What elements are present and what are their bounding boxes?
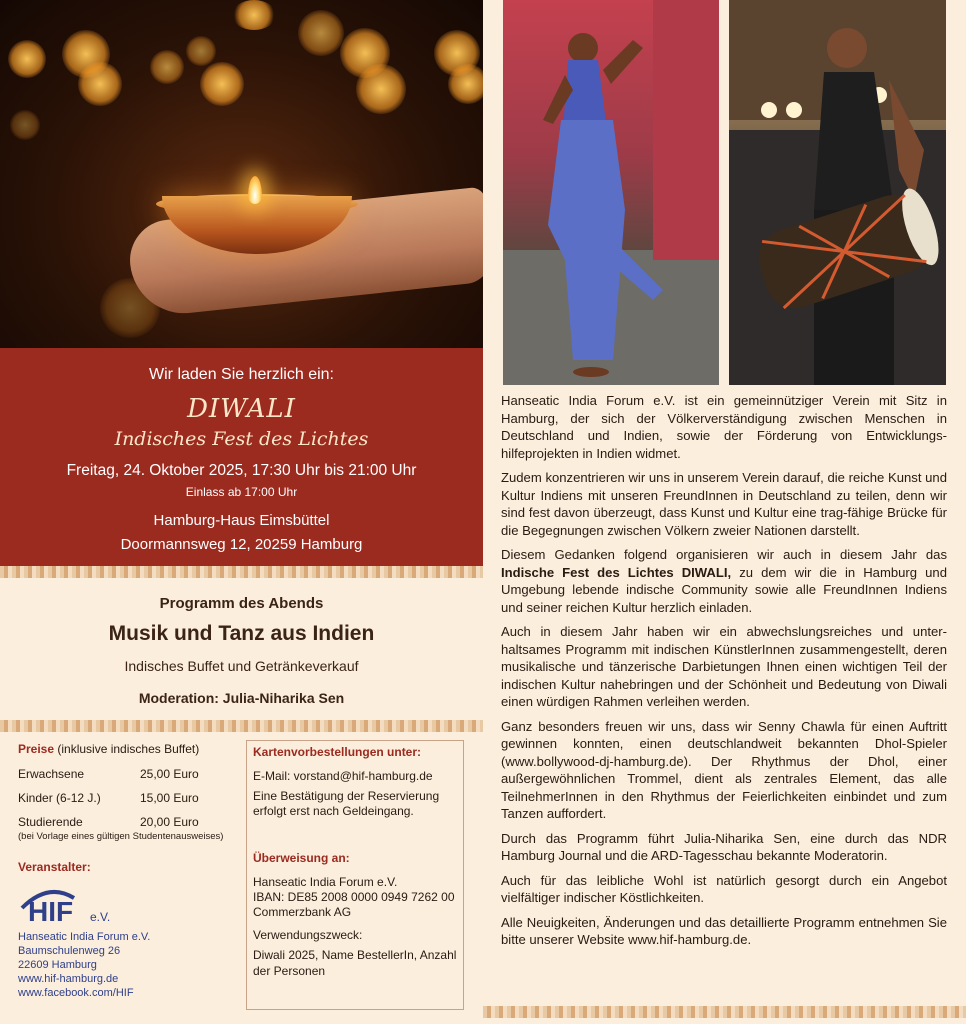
flame bbox=[248, 176, 262, 204]
organizer-facebook-link[interactable]: www.facebook.com/HIF bbox=[18, 987, 134, 999]
purpose-label: Verwendungszweck: bbox=[253, 928, 363, 942]
price-row: Erwachsene 25,00 Euro bbox=[18, 767, 199, 781]
booking-confirm: Eine Bestätigung der Reservierung erfolgt erst nach Geldeingang. bbox=[253, 789, 440, 818]
prices-box bbox=[18, 742, 238, 1000]
bank-details: Hanseatic India Forum e.V. IBAN: DE85 2008 0000 0949 7262 00 Commerzbank AG bbox=[253, 875, 455, 919]
invitation-band bbox=[0, 348, 483, 566]
event-date: Freitag, 24. Oktober 2025, 17:30 Uhr bis 21:00 Uhr bbox=[66, 462, 417, 479]
event-entry: Einlass ab 17:00 Uhr bbox=[185, 485, 298, 499]
paragraph-6: Durch das Programm führt Julia-Niharika Sen, eine durch das NDR Hamburg Journal und die ARD-Tagesschau bekannte Moderatorin. bbox=[501, 830, 947, 863]
purpose-value: Diwali 2025, Name BestellerIn, Anzahl der Personen bbox=[253, 948, 457, 978]
programme-moderation: Moderation: Julia-Niharika Sen bbox=[138, 690, 345, 706]
booking-box bbox=[246, 740, 464, 1010]
event-venue: Hamburg-Haus Eimsbüttel bbox=[153, 512, 330, 529]
paragraph-2: Zudem konzentrieren wir uns in unserem Verein darauf, die reiche Kunst und Kultur Indiens mit unseren FreundInnen in Deutschland zu teilen, denn wir sind fest davon überzeugt, dass Kunst und Kultur eine trag-fähige Brücke für die Begegnungen zwischen Völkern zweier Nationen darstellt. bbox=[501, 470, 947, 538]
dancer-photo bbox=[503, 0, 719, 385]
hif-logo bbox=[18, 882, 238, 930]
price-row: Studierende 20,00 Euro bbox=[18, 815, 199, 829]
organizer-address: Hanseatic India Forum e.V. Baumschulenweg 26 22609 Hamburg www.hif-hamburg.de www.facebook.com/HIF bbox=[18, 930, 238, 1000]
event-subtitle: Indisches Fest des Lichtes bbox=[114, 428, 369, 450]
paragraph-5: Ganz besonders freuen wir uns, dass wir Senny Chawla für einen Auftritt gewinnen konnten, einen deutschlandweit bekannten Dhol-Spieler (www.bollywood-dj-hamburg.de). Der Rhythmus der Dhol, einer außergewöhnlichen Trommel, dient als zentrales Element, das alle TeilnehmerInnen in den Rhythmus der Feierlichkeiten einbindet und zum Tanzen auffordert. bbox=[501, 718, 947, 821]
paragraph-1: Hanseatic India Forum e.V. ist ein gemeinnütziger Verein mit Sitz in Hamburg, der sich der Völkerverständigung zwischen Menschen in Deutschland und Indien, sowie der Förderung von Entwicklungs-hilfeprojekten in Indien widmet. bbox=[501, 393, 947, 461]
logo-suffix: e.V. bbox=[90, 910, 111, 924]
paragraph-7: Auch für das leibliche Wohl ist natürlich gesorgt durch ein Angebot vielfältiger indischer Köstlichkeiten. bbox=[501, 872, 947, 905]
event-title: DIWALI bbox=[187, 394, 296, 424]
body-text bbox=[501, 392, 947, 956]
logo-text: HIF bbox=[28, 896, 74, 927]
transfer-heading: Überweisung an: bbox=[253, 851, 350, 865]
invite-greeting: Wir laden Sie herzlich ein: bbox=[149, 366, 334, 383]
ornament-divider-2 bbox=[0, 720, 483, 732]
prices-note: (inklusive indisches Buffet) bbox=[54, 742, 200, 756]
ornament-divider bbox=[0, 566, 483, 578]
event-address: Doormannsweg 12, 20259 Hamburg bbox=[120, 536, 363, 553]
diya-lamp-photo bbox=[0, 0, 483, 348]
booking-email[interactable]: E-Mail: vorstand@hif-hamburg.de bbox=[253, 769, 433, 783]
paragraph-8: Alle Neuigkeiten, Änderungen und das detaillierte Programm entnehmen Sie bitte unserer Website www.hif-hamburg.de. bbox=[501, 914, 947, 947]
ornament-divider-3 bbox=[483, 1006, 966, 1018]
programme-heading: Programm des Abends bbox=[159, 595, 324, 612]
organizer-website-link[interactable]: www.hif-hamburg.de bbox=[18, 973, 119, 985]
student-note: (bei Vorlage eines gültigen Studentenausweises) bbox=[18, 831, 224, 842]
paragraph-4: Auch in diesem Jahr haben wir ein abwechslungsreiches und unter-haltsames Programm mit indischen KünstlerInnen zusammengestellt, deren musikalische und tänzerische Darbietungen Ihnen einen wichtigen Teil der indischen Kultur nahebringen und der Schönheit und Bedeutung von Diwali einen würdigen Rahmen verleihen werden. bbox=[501, 624, 947, 709]
programme-main: Musik und Tanz aus Indien bbox=[108, 622, 375, 645]
prices-heading: Preise bbox=[18, 742, 55, 756]
paragraph-3: Diesem Gedanken folgend organisieren wir auch in diesem Jahr das Indische Fest des Lichtes DIWALI, zu dem wir die in Hamburg und Umgebung lebende indische Community sowie alle FreundInnen Indiens und seiner reichen Kultur herzlich einladen. bbox=[501, 547, 947, 615]
booking-heading: Kartenvorbestellungen unter: bbox=[253, 745, 422, 759]
organizer-heading: Veranstalter: bbox=[18, 860, 91, 874]
dhol-player-photo bbox=[729, 0, 946, 385]
price-row: Kinder (6-12 J.) 15,00 Euro bbox=[18, 791, 199, 805]
programme-sub: Indisches Buffet und Getränkeverkauf bbox=[124, 658, 359, 674]
programme-section bbox=[0, 580, 483, 706]
